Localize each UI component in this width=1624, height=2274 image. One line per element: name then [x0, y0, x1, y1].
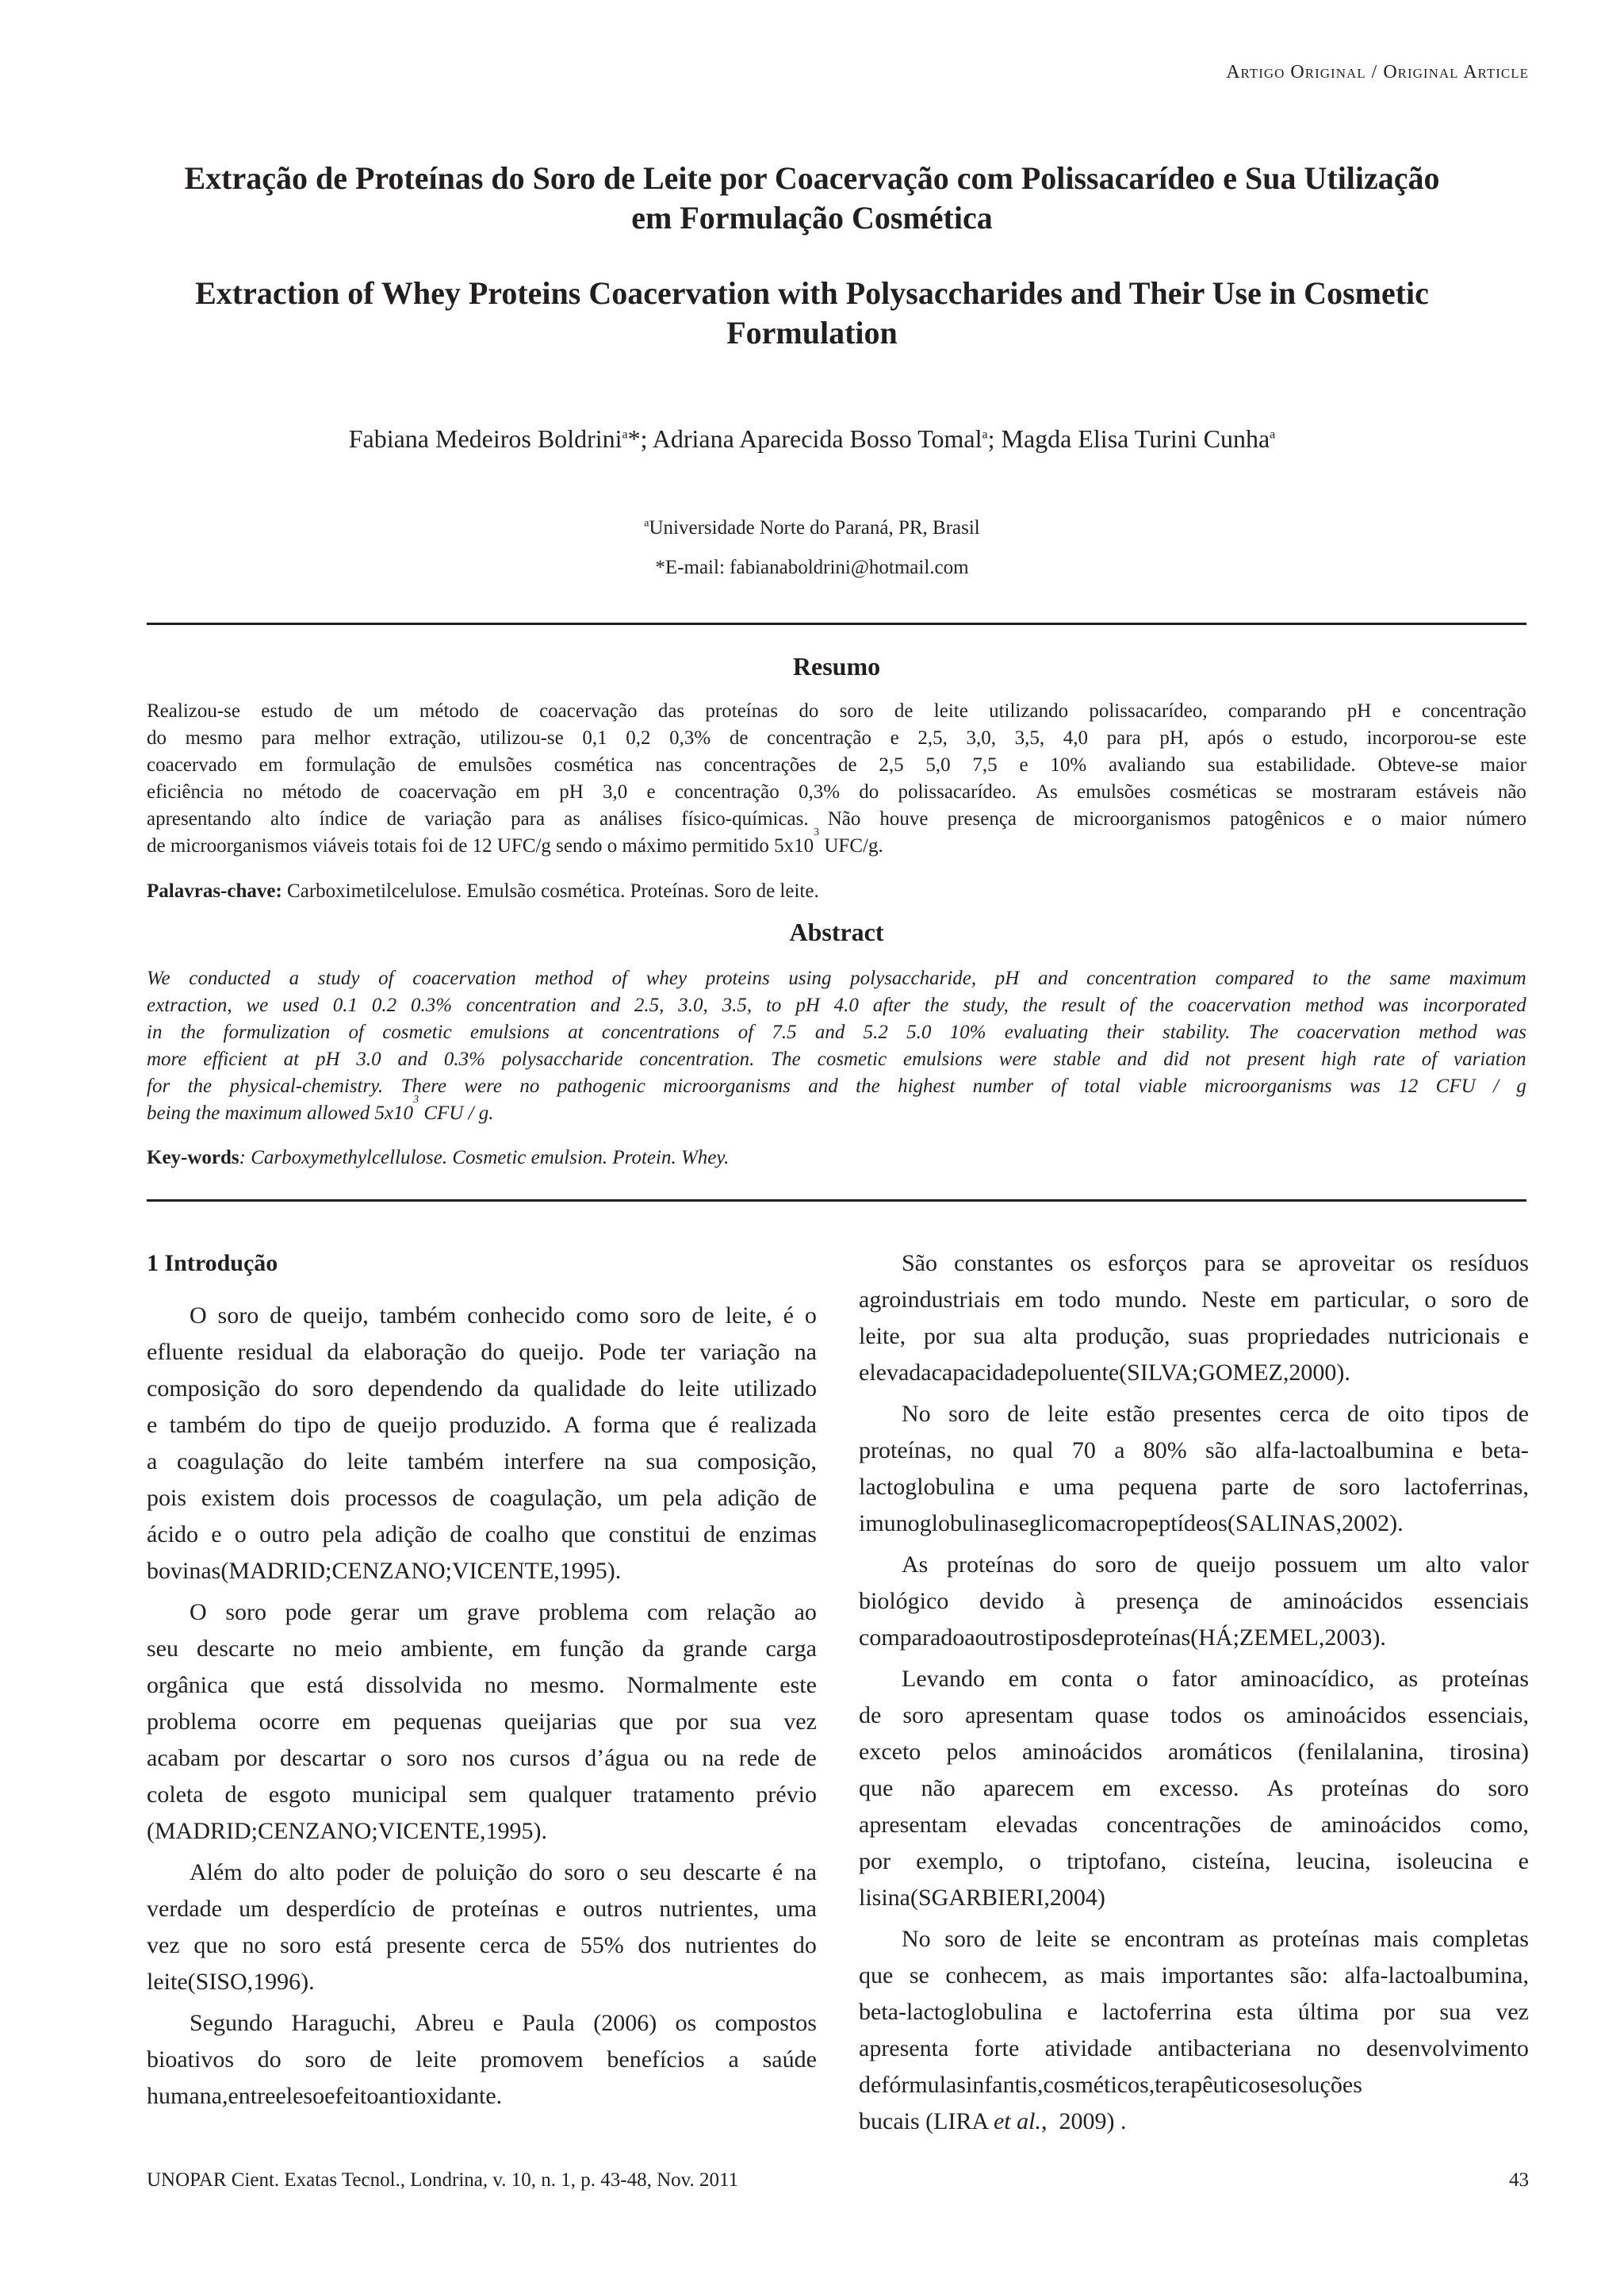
text-line: vez que no soro está presente cerca de 55% dos nutrientes do	[147, 1932, 817, 1958]
text-line: que se conhecem, as mais importantes são: alfa-lactoalbumina,	[859, 1962, 1529, 1988]
abstract-body	[147, 965, 1526, 1127]
divider-bottom	[147, 1199, 1526, 1202]
text-line: leite, por sua alta produção, suas propriedades nutricionais e	[859, 1323, 1529, 1349]
affiliation-mark: a	[644, 517, 649, 530]
text-line: agroindustriais em todo mundo. Neste em particular, o soro de	[859, 1287, 1529, 1313]
text-line: apresentando alto índice de variação para as análises físico-químicas. Não houve presença de microorganismos patogênicos e o maior número	[147, 808, 1526, 830]
text-line: efluente residual da elaboração do queijo. Pode ter variação na	[147, 1339, 817, 1365]
text-fragment: UFC/g.	[819, 835, 883, 857]
text-line: que não aparecem em excesso. As proteínas do soro	[859, 1775, 1529, 1801]
affiliation-text: Universidade Norte do Paraná, PR, Brasil	[649, 517, 980, 539]
text-line: problema ocorre em pequenas queijarias que por sua vez	[147, 1708, 817, 1735]
keywords-text: : Carboxymethylcellulose. Cosmetic emulsion. Protein. Whey.	[239, 1147, 730, 1168]
body-column-left	[147, 1245, 817, 2115]
text-line: do mesmo para melhor extração, utilizou-se 0,1 0,2 0,3% de concentração e 2,5, 3,0, 3,5, 4,0 para pH, após o estudo, incorporou-se este	[147, 727, 1526, 749]
text-line: e também do tipo de queijo produzido. A forma que é realizada	[147, 1412, 817, 1438]
author-separator: ;	[987, 424, 1002, 453]
superscript: 3	[413, 1094, 419, 1106]
text-fragment: being the maximum allowed 5x10	[147, 1102, 414, 1124]
superscript: 3	[814, 826, 820, 838]
text-line: composição do soro dependendo da qualidade do leite utilizado	[147, 1375, 817, 1402]
text-line: bovinas (MADRID; CENZANO; VICENTE, 1995).	[147, 1558, 622, 1584]
keywords-label: Palavras-chave:	[147, 880, 282, 902]
text-line: biológico devido à presença de aminoácidos essenciais	[859, 1588, 1529, 1614]
body-column-right	[859, 1245, 1529, 2140]
text-line: Além do alto poder de poluição do soro o seu descarte é na	[190, 1859, 817, 1885]
keywords-pt	[147, 880, 1526, 903]
title-english	[119, 274, 1505, 353]
text-fragment: CFU / g.	[419, 1102, 494, 1124]
text-line: lactoglobulina e uma pequena parte de soro lactoferrinas,	[859, 1474, 1529, 1500]
text-line: in the formulization of cosmetic emulsions at concentrations of 7.5 and 5.2 5.0 10% evaluating their stability. The coacervation method was	[147, 1022, 1526, 1043]
text-line: de fórmulas infantis, cosméticos, terapêuticos e soluções	[859, 2072, 1362, 2098]
text-line: No soro de leite estão presentes cerca de oito tipos de	[902, 1401, 1529, 1427]
title-portuguese	[119, 159, 1505, 238]
text-line: beta-lactoglobulina e lactoferrina esta última por sua vez	[859, 1999, 1529, 2025]
text-line: coleta de esgoto municipal sem qualquer tratamento prévio	[147, 1781, 817, 1808]
divider-top	[147, 623, 1526, 625]
text-line	[147, 1094, 1526, 1127]
text-line: pois existem dois processos de coagulação, um pela adição de	[147, 1485, 817, 1511]
text-line	[147, 826, 1526, 860]
author-list	[119, 424, 1505, 454]
text-line: seu descarte no meio ambiente, em função da grande carga	[147, 1636, 817, 1662]
title-en-line: Formulation	[726, 315, 898, 351]
page-number: 43	[1509, 2169, 1529, 2191]
text-fragment: de microorganismos viáveis totais foi de 12 UFC/g sendo o máximo permitido 5x10	[147, 835, 814, 857]
text-line: acabam por descartar o soro nos cursos d’água ou na rede de	[147, 1745, 817, 1771]
text-line: more efficient at pH 3.0 and 0.3% polysaccharide concentration. The cosmetic emulsions were stable and did not present high rate of variation	[147, 1049, 1526, 1070]
text-line: leite (SISO, 1996).	[147, 1969, 315, 1995]
affiliation-mark: a	[1270, 428, 1276, 442]
text-line: humana, entre eles o efeito antioxidante.	[147, 2083, 503, 2109]
resumo-heading: Resumo	[792, 652, 881, 681]
text-line: imunoglobulinas e glicomacropeptídeos (SALINAS, 2002).	[859, 1510, 1404, 1536]
text-line: No soro de leite se encontram as proteínas mais completas	[902, 1926, 1529, 1952]
section-heading-introducao: 1 Introdução	[147, 1250, 278, 1276]
affiliation	[119, 517, 1505, 539]
text-fragment: bucais (LIRA	[859, 2108, 994, 2134]
text-fragment: 2009) .	[1047, 2108, 1127, 2134]
text-line: ácido e o outro pela adição de coalho que constitui de enzimas	[147, 1521, 817, 1547]
author-name: Fabiana Medeiros Boldrini	[348, 424, 622, 453]
author-name: Adriana Aparecida Bosso Tomal	[652, 424, 982, 453]
affiliation-mark: a	[622, 428, 628, 442]
corresponding-mark: *;	[627, 424, 653, 453]
title-pt-line: Extração de Proteínas do Soro de Leite por Coacervação com Polissacarídeo e Sua Utilização	[184, 160, 1440, 196]
text-line: elevada capacidade poluente (SILVA; GOMEZ, 2000).	[859, 1359, 1350, 1386]
text-line: São constantes os esforços para se aproveitar os resíduos	[902, 1250, 1529, 1276]
keywords-text: Carboximetilcelulose. Emulsão cosmética. Proteínas. Soro de leite.	[282, 880, 819, 902]
contact-email: *E-mail: fabianaboldrini@hotmail.com	[655, 557, 969, 578]
text-line: Levando em conta o fator aminoacídico, as proteínas	[902, 1666, 1529, 1692]
text-line: O soro de queijo, também conhecido como soro de leite, é o	[190, 1302, 817, 1329]
text-line: Realizou-se estudo de um método de coacervação das proteínas do soro de leite utilizando polissacarídeo, comparando pH e concentração	[147, 700, 1526, 722]
text-line: verdade um desperdício de proteínas e outros nutrientes, uma	[147, 1896, 817, 1922]
text-line: orgânica que está dissolvida no mesmo. Normalmente este	[147, 1672, 817, 1698]
text-line: eficiência no método de coacervação em pH 3,0 e concentração 0,3% do polissacarídeo. As emulsões cosméticas se mostraram estáveis não	[147, 781, 1526, 803]
text-line: comparado a outros tipos de proteínas (HÁ; ZEMEL, 2003).	[859, 1624, 1386, 1651]
keywords-label: Key-words	[147, 1147, 239, 1168]
affiliation-mark: a	[982, 428, 988, 442]
text-line	[859, 2103, 1529, 2140]
footer-citation: UNOPAR Cient. Exatas Tecnol., Londrina, v. 10, n. 1, p. 43-48, Nov. 2011	[147, 2169, 739, 2191]
text-line: As proteínas do soro de queijo possuem um alto valor	[902, 1551, 1529, 1578]
text-line: apresentam elevadas concentrações de aminoácidos como,	[859, 1812, 1529, 1838]
text-line: O soro pode gerar um grave problema com relação ao	[190, 1599, 817, 1625]
text-line: de soro apresentam quase todos os aminoácidos essenciais,	[859, 1702, 1529, 1728]
title-en-line: Extraction of Whey Proteins Coacervation with Polysaccharides and Their Use in Cosmetic	[195, 275, 1429, 311]
text-line: por exemplo, o triptofano, cisteína, leucina, isoleucina e	[859, 1848, 1529, 1874]
text-line: exceto pelos aminoácidos aromáticos (fenilalanina, tirosina)	[859, 1739, 1529, 1765]
keywords-en	[147, 1147, 1526, 1169]
text-line: coacervado em formulação de emulsões cosmética nas concentrações de 2,5 5,0 7,5 e 10% avaliando sua estabilidade. Obteve-se maior	[147, 754, 1526, 776]
text-line: lisina (SGARBIERI, 2004)	[859, 1885, 1105, 1911]
article-type-label: Artigo Original / Original Article	[1226, 62, 1529, 82]
text-line: apresenta forte atividade antibacteriana no desenvolvimento	[859, 2035, 1529, 2061]
author-name: Magda Elisa Turini Cunha	[1001, 424, 1270, 453]
text-line: extraction, we used 0.1 0.2 0.3% concentration and 2.5, 3.0, 3.5, to pH 4.0 after the study, the result of the coacervation method was incorporated	[147, 995, 1526, 1016]
text-line: (MADRID; CENZANO; VICENTE, 1995).	[147, 1818, 547, 1844]
resumo-body	[147, 698, 1526, 860]
text-fragment: et al.,	[993, 2108, 1048, 2134]
text-line: a coagulação do leite também interfere na sua composição,	[147, 1448, 817, 1474]
text-line: proteínas, no qual 70 a 80% são alfa-lactoalbumina e beta-	[859, 1437, 1529, 1463]
text-line: bioativos do soro de leite promovem benefícios a saúde	[147, 2046, 817, 2073]
title-pt-line: em Formulação Cosmética	[631, 200, 993, 236]
text-line: We conducted a study of coacervation method of whey proteins using polysaccharide, pH and concentration compared to the same maximum	[147, 968, 1526, 989]
text-line: Segundo Haraguchi, Abreu e Paula (2006) os compostos	[190, 2010, 817, 2036]
text-line: for the physical-chemistry. There were no pathogenic microorganisms and the highest number of total viable microorganisms was 12 CFU / g	[147, 1076, 1526, 1097]
abstract-heading: Abstract	[789, 918, 884, 946]
